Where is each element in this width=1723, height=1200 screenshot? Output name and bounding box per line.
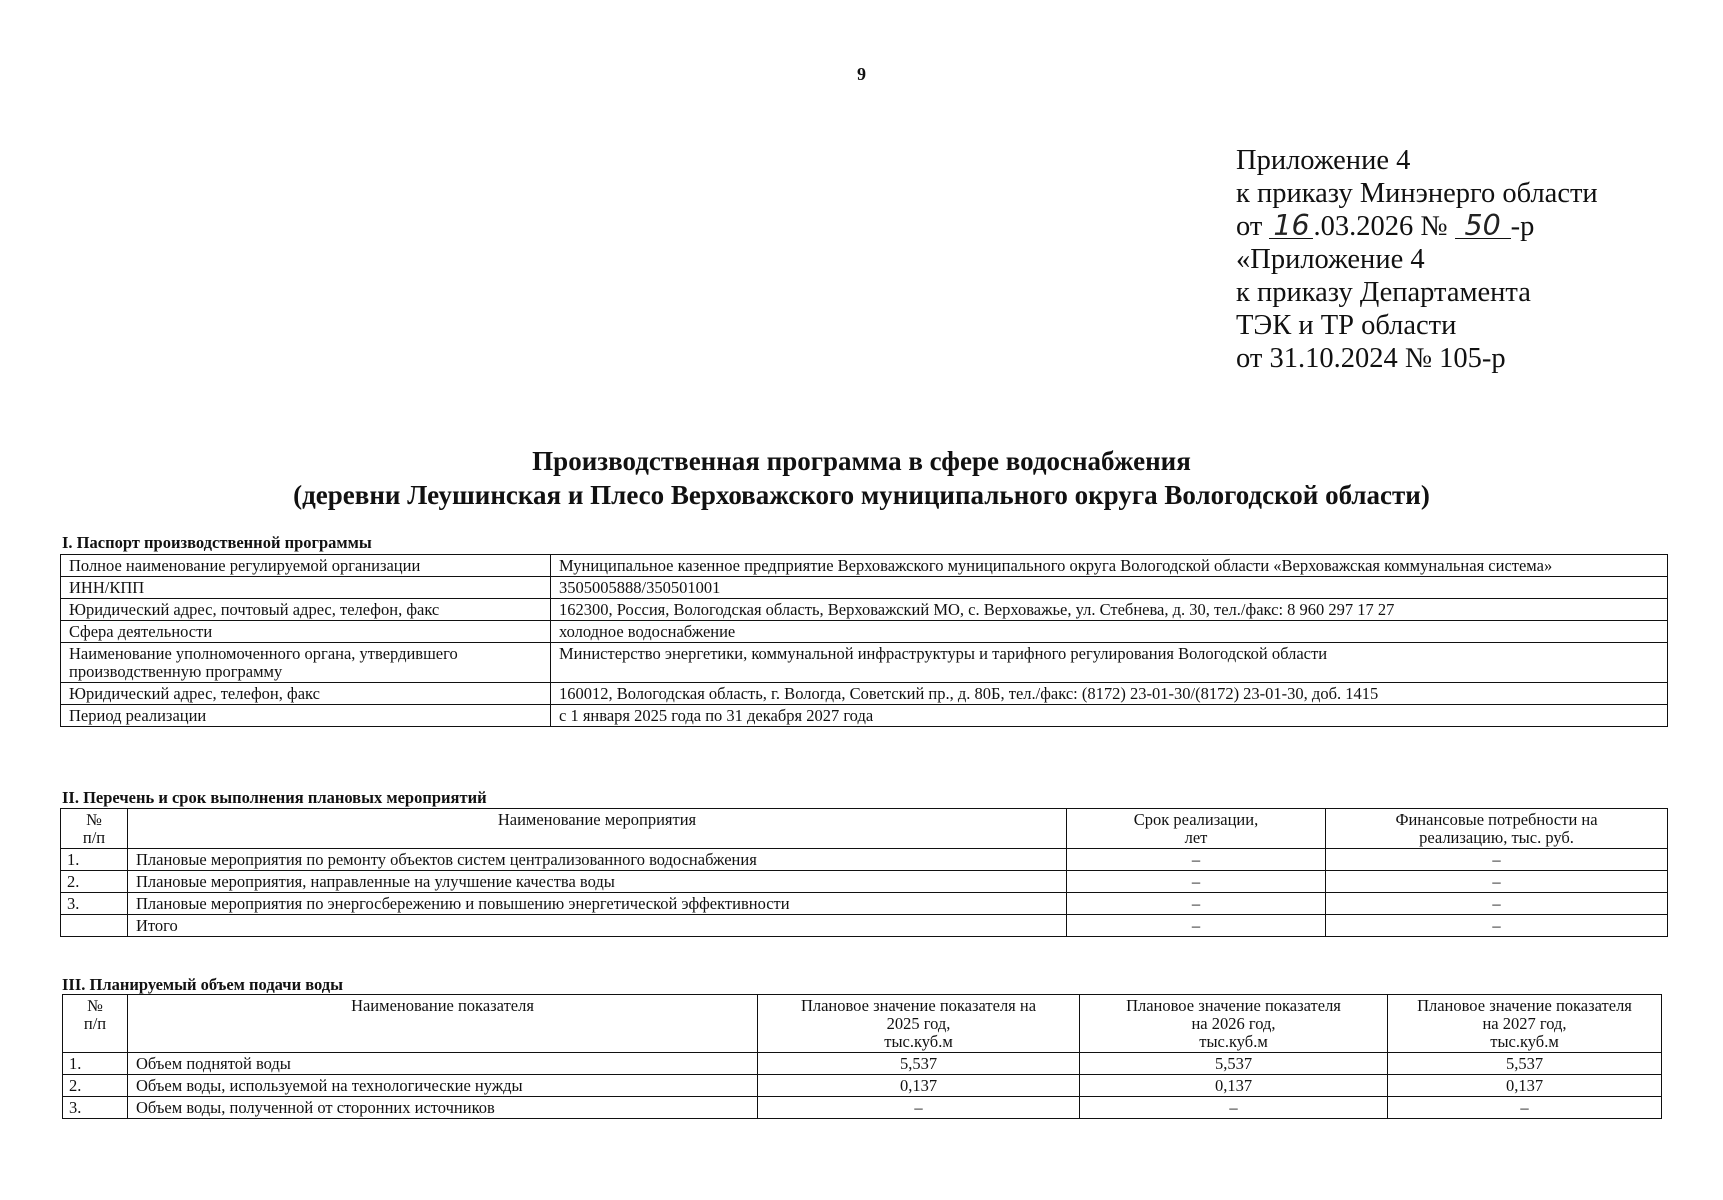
header-2027-line1: Плановое значение показателя	[1417, 996, 1632, 1015]
table-row	[63, 1053, 1662, 1075]
header-2026	[1080, 995, 1388, 1053]
measures-table	[60, 808, 1668, 937]
section2-heading: II. Перечень и срок выполнения плановых мероприятий	[62, 788, 487, 807]
value-2027: 5,537	[1388, 1053, 1662, 1075]
header-term	[1067, 809, 1326, 849]
table-row	[61, 705, 1668, 727]
header-2026-line1: Плановое значение показателя	[1126, 996, 1341, 1015]
row-term: –	[1067, 915, 1326, 937]
passport-value: 162300, Россия, Вологодская область, Верховажский МО, с. Верховажье, ул. Стебнева, д. 30, тел./факс: 8 960 297 17 27	[551, 599, 1668, 621]
passport-label: Полное наименование регулируемой организации	[61, 555, 551, 577]
table-row	[61, 871, 1668, 893]
header-indicator: Наименование показателя	[128, 995, 758, 1053]
row-num: 3.	[63, 1097, 128, 1119]
appendix-line-3	[1236, 210, 1598, 243]
header-2025	[758, 995, 1080, 1053]
document-subtitle: (деревни Леушинская и Плесо Верховажского муниципального округа Вологодской области)	[293, 480, 1430, 510]
header-2025-line2: 2025 год,	[886, 1014, 951, 1033]
order-number-suffix: -р	[1510, 211, 1535, 242]
header-2025-line3: тыс.куб.м	[884, 1032, 953, 1051]
header-num-line1: №	[87, 996, 103, 1015]
header-2027-line2: на 2027 год,	[1482, 1014, 1567, 1033]
row-num: 2.	[61, 871, 128, 893]
passport-label: Сфера деятельности	[61, 621, 551, 643]
header-2025-line1: Плановое значение показателя на	[800, 996, 1037, 1015]
header-num-line2: п/п	[83, 1014, 107, 1033]
header-finance-line1: Финансовые потребности на	[1395, 810, 1598, 829]
value-2025: 5,537	[758, 1053, 1080, 1075]
passport-value: 160012, Вологодская область, г. Вологда, Советский пр., д. 80Б, тел./факс: (8172) 23-01-30/(8172) 23-01-30, доб. 1415	[551, 683, 1668, 705]
header-finance	[1326, 809, 1668, 849]
passport-label: Период реализации	[61, 705, 551, 727]
table-header-row	[61, 809, 1668, 849]
passport-value: Муниципальное казенное предприятие Верховажского муниципального округа Вологодской области «Верховажская коммунальная система»	[551, 555, 1668, 577]
handwritten-day: 16	[1269, 214, 1313, 239]
header-num	[63, 995, 128, 1053]
appendix-line-4: «Приложение 4	[1236, 244, 1425, 275]
table-row	[63, 1097, 1662, 1119]
section1-heading: I. Паспорт производственной программы	[62, 533, 372, 552]
header-num	[61, 809, 128, 849]
row-name: Плановые мероприятия по ремонту объектов систем централизованного водоснабжения	[128, 849, 1067, 871]
value-2025: –	[758, 1097, 1080, 1119]
row-name: Плановые мероприятия по энергосбережению и повышению энергетической эффективности	[128, 893, 1067, 915]
passport-value: с 1 января 2025 года по 31 декабря 2027 года	[551, 705, 1668, 727]
handwritten-order-number: 50	[1455, 214, 1511, 239]
table-row	[61, 577, 1668, 599]
table-header-row	[63, 995, 1662, 1053]
header-2027	[1388, 995, 1662, 1053]
table-row	[61, 555, 1668, 577]
section3-heading: III. Планируемый объем подачи воды	[62, 975, 343, 994]
passport-value: 3505005888/350501001	[551, 577, 1668, 599]
passport-label: Наименование уполномоченного органа, утвердившего производственную программу	[61, 643, 551, 683]
row-name: Плановые мероприятия, направленные на улучшение качества воды	[128, 871, 1067, 893]
passport-value: Министерство энергетики, коммунальной инфраструктуры и тарифного регулирования Вологодской области	[551, 643, 1668, 683]
appendix-line-1: Приложение 4	[1236, 145, 1411, 176]
document-title: Производственная программа в сфере водоснабжения	[532, 446, 1191, 476]
appendix-line-2: к приказу Минэнерго области	[1236, 178, 1598, 209]
value-2027: 0,137	[1388, 1075, 1662, 1097]
header-name: Наименование мероприятия	[128, 809, 1067, 849]
row-num: 1.	[63, 1053, 128, 1075]
water-volume-table	[62, 994, 1662, 1119]
row-num: 3.	[61, 893, 128, 915]
value-2026: 0,137	[1080, 1075, 1388, 1097]
table-row	[61, 599, 1668, 621]
header-2026-line2: на 2026 год,	[1191, 1014, 1276, 1033]
row-finance: –	[1326, 871, 1668, 893]
row-num: 1.	[61, 849, 128, 871]
appendix-line-6: ТЭК и ТР области	[1236, 310, 1457, 341]
value-2027: –	[1388, 1097, 1662, 1119]
value-2025: 0,137	[758, 1075, 1080, 1097]
order-date-prefix: от	[1236, 211, 1270, 242]
table-row	[61, 849, 1668, 871]
value-2026: –	[1080, 1097, 1388, 1119]
page-number: 9	[857, 64, 866, 84]
row-finance: –	[1326, 893, 1668, 915]
appendix-line-5: к приказу Департамента	[1236, 277, 1531, 308]
appendix-line-7: от 31.10.2024 № 105-р	[1236, 343, 1506, 374]
header-2026-line3: тыс.куб.м	[1199, 1032, 1268, 1051]
header-finance-line2: реализацию, тыс. руб.	[1419, 828, 1574, 847]
passport-label: ИНН/КПП	[61, 577, 551, 599]
row-term: –	[1067, 849, 1326, 871]
table-row	[61, 893, 1668, 915]
header-term-line1: Срок реализации,	[1133, 810, 1259, 829]
header-num-line2: п/п	[82, 828, 106, 847]
passport-table	[60, 554, 1668, 727]
value-2026: 5,537	[1080, 1053, 1388, 1075]
passport-label: Юридический адрес, телефон, факс	[61, 683, 551, 705]
row-name: Объем поднятой воды	[128, 1053, 758, 1075]
row-name: Объем воды, используемой на технологические нужды	[128, 1075, 758, 1097]
table-row	[61, 621, 1668, 643]
table-row	[63, 1075, 1662, 1097]
passport-value: холодное водоснабжение	[551, 621, 1668, 643]
appendix-block	[1236, 144, 1598, 375]
header-num-line1: №	[86, 810, 102, 829]
row-term: –	[1067, 871, 1326, 893]
row-num: 2.	[63, 1075, 128, 1097]
table-row	[61, 683, 1668, 705]
row-name: Объем воды, полученной от сторонних источников	[128, 1097, 758, 1119]
row-finance: –	[1326, 849, 1668, 871]
header-term-line2: лет	[1184, 828, 1208, 847]
header-2027-line3: тыс.куб.м	[1490, 1032, 1559, 1051]
row-name: Итого	[128, 915, 1067, 937]
table-row	[61, 643, 1668, 683]
passport-label: Юридический адрес, почтовый адрес, телефон, факс	[61, 599, 551, 621]
row-num	[61, 915, 128, 937]
table-total-row	[61, 915, 1668, 937]
order-date-rest: .03.2026 №	[1313, 211, 1455, 242]
row-finance: –	[1326, 915, 1668, 937]
row-term: –	[1067, 893, 1326, 915]
